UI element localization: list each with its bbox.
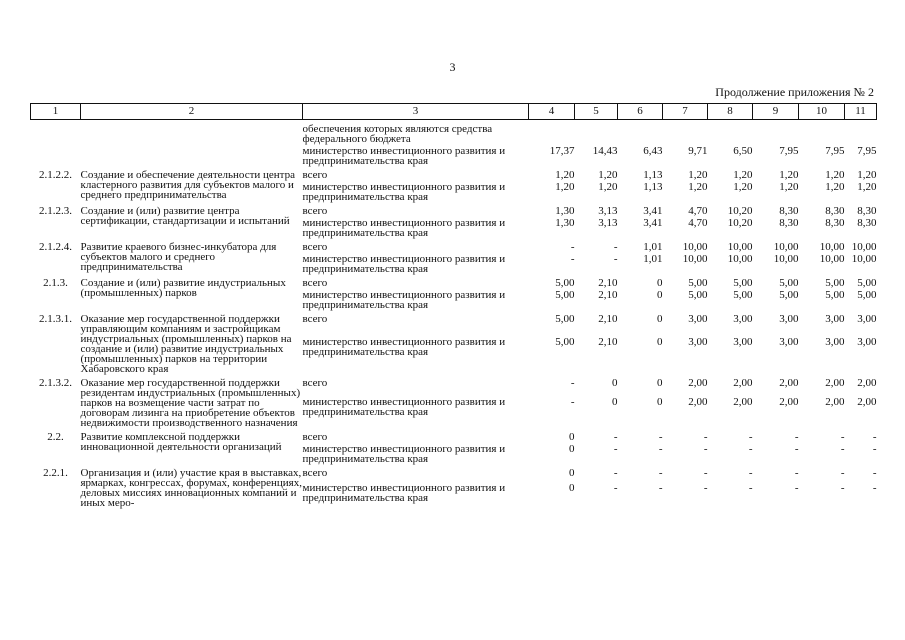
value-cell: - [794, 482, 799, 495]
table-row [31, 310, 877, 335]
value-cell: 3,00 [733, 313, 753, 325]
value-cell: - [570, 396, 575, 408]
row-name: Создание и обеспечение деятельности центра кластерного развития для субъектов малого и среднего предпринимательства [80, 169, 296, 201]
row-name: Оказание мер государственной поддержки резидентам индустриальных (промышленных) парков на возмещение части затрат по договорам лизинга на приобретение объектов недвижимости производственного назначения [80, 377, 301, 429]
value-cell: 0 [657, 335, 663, 348]
table-row [31, 274, 877, 288]
value-cell: 10,00 [819, 241, 845, 253]
value-cell: 1,13 [643, 181, 663, 193]
value-cell [529, 120, 575, 145]
value-cell: - [703, 482, 708, 495]
value-cell: 6,50 [733, 145, 753, 157]
value-cell: - [872, 443, 877, 455]
value-cell: 8,30 [779, 205, 799, 217]
value-cell: - [840, 482, 845, 495]
value-cell: 1,20 [688, 181, 708, 193]
table-row [31, 166, 877, 180]
value-cell: 0 [657, 396, 663, 408]
funding-source: всего [302, 431, 328, 443]
value-cell: 3,13 [598, 217, 618, 229]
table-row [31, 374, 877, 395]
funding-source: всего [302, 241, 328, 253]
value-cell: 2,00 [779, 396, 799, 408]
value-cell: 8,30 [779, 217, 799, 229]
row-name: Развитие краевого бизнес-инкубатора для субъектов малого и среднего предпринимательства [80, 241, 277, 273]
value-cell: 1,20 [555, 181, 575, 193]
continuation-label: Продолжение приложения № 2 [715, 85, 874, 99]
row-name: Развитие комплексной поддержки инновационной деятельности организаций [80, 431, 282, 453]
value-cell: 2,10 [598, 313, 618, 325]
value-cell: 1,20 [733, 181, 753, 193]
value-cell: 10,00 [727, 241, 753, 253]
value-cell: 8,30 [857, 217, 877, 229]
value-cell: 4,70 [688, 217, 708, 229]
value-cell: - [703, 467, 708, 479]
value-cell: - [748, 467, 753, 479]
value-cell: 0 [657, 377, 663, 389]
value-cell: 5,00 [825, 289, 845, 301]
column-header: 11 [845, 104, 877, 120]
funding-source: всего [302, 467, 328, 479]
row-code: 2.2.1. [43, 467, 68, 479]
value-cell: 5,00 [857, 289, 877, 301]
funding-source: министерство инвестиционного развития и предпринимательства края [302, 443, 506, 465]
value-cell: 10,00 [819, 253, 845, 265]
table-row [31, 202, 877, 216]
value-cell: - [613, 431, 618, 443]
row-name: Оказание мер государственной поддержки управляющим компаниям и застройщикам индустриальных (промышленных) парков на создание и (или) развитие индустриальных (промышленных) парков на территории Хабаровского края [80, 313, 292, 375]
value-cell: 1,20 [598, 169, 618, 181]
value-cell: 3,00 [779, 335, 799, 348]
value-cell: - [613, 467, 618, 479]
page-number: 3 [449, 60, 456, 74]
value-cell: 5,00 [779, 289, 799, 301]
value-cell: 5,00 [825, 277, 845, 289]
value-cell: - [872, 467, 877, 479]
value-cell: 3,00 [688, 335, 708, 348]
value-cell: 0 [657, 277, 663, 289]
value-cell: 5,00 [555, 335, 575, 348]
table-row [31, 238, 877, 252]
row-code: 2.1.3.2. [39, 377, 72, 389]
value-cell [708, 120, 753, 145]
value-cell: - [840, 467, 845, 479]
value-cell: - [872, 431, 877, 443]
value-cell: 5,00 [688, 289, 708, 301]
table-row [31, 428, 877, 442]
value-cell: 5,00 [555, 277, 575, 289]
row-code: 2.1.2.3. [39, 205, 72, 217]
value-cell: 2,00 [857, 396, 877, 408]
value-cell: 10,00 [773, 241, 799, 253]
value-cell: - [570, 253, 575, 265]
value-cell: 2,00 [688, 377, 708, 389]
value-cell: - [658, 482, 663, 495]
row-name: Создание и (или) развитие индустриальных (промышленных) парков [80, 277, 286, 299]
value-cell: 10,00 [682, 241, 708, 253]
value-cell: 6,43 [643, 145, 663, 157]
value-cell: - [748, 482, 753, 495]
value-cell: 3,41 [643, 217, 663, 229]
value-cell: 1,01 [643, 241, 663, 253]
value-cell: 2,00 [779, 377, 799, 389]
value-cell: 10,00 [851, 253, 877, 265]
value-cell: 14,43 [592, 145, 618, 157]
value-cell: 0 [569, 482, 575, 495]
column-header: 2 [81, 104, 303, 120]
value-cell: - [840, 443, 845, 455]
row-name: Организация и (или) участие края в выставках, ярмарках, конгрессах, форумах, конференциях, деловых миссиях инновационных компаний и иных меро- [80, 467, 302, 509]
value-cell: 2,10 [598, 335, 618, 348]
value-cell: 7,95 [857, 145, 877, 157]
column-header: 8 [708, 104, 753, 120]
row-code [31, 144, 81, 166]
value-cell: 10,00 [682, 253, 708, 265]
value-cell: 0 [612, 377, 618, 389]
value-cell: 2,00 [857, 377, 877, 389]
value-cell: - [872, 482, 877, 495]
value-cell [753, 120, 799, 145]
value-cell: 5,00 [733, 277, 753, 289]
value-cell: 7,95 [825, 145, 845, 157]
value-cell [575, 120, 618, 145]
value-cell: 3,00 [825, 335, 845, 348]
value-cell: 3,00 [733, 335, 753, 348]
value-cell: 3,13 [598, 205, 618, 217]
table-row [31, 464, 877, 481]
funding-source: всего [302, 205, 328, 217]
column-header: 6 [618, 104, 663, 120]
value-cell: 8,30 [825, 205, 845, 217]
value-cell: 8,30 [825, 217, 845, 229]
value-cell: - [703, 443, 708, 455]
value-cell: 0 [569, 431, 575, 443]
value-cell: - [748, 431, 753, 443]
value-cell: - [658, 467, 663, 479]
value-cell: 10,20 [727, 217, 753, 229]
value-cell: 2,00 [688, 396, 708, 408]
value-cell: 1,20 [825, 169, 845, 181]
row-code: 2.1.2.2. [39, 169, 72, 181]
column-header: 4 [529, 104, 575, 120]
row-code: 2.1.3. [43, 277, 68, 289]
value-cell: 1,20 [688, 169, 708, 181]
value-cell: 7,95 [779, 145, 799, 157]
row-code: 2.1.2.4. [39, 241, 72, 253]
value-cell: 2,10 [598, 289, 618, 301]
value-cell: 1,20 [598, 181, 618, 193]
value-cell: - [703, 431, 708, 443]
value-cell: - [613, 443, 618, 455]
value-cell: 0 [657, 313, 663, 325]
value-cell: - [613, 241, 618, 253]
value-cell: - [613, 253, 618, 265]
funding-source: обеспечения которых являются средства федерального бюджета [302, 123, 493, 145]
value-cell: - [613, 482, 618, 495]
value-cell: - [658, 443, 663, 455]
column-header: 7 [663, 104, 708, 120]
value-cell: 2,00 [733, 396, 753, 408]
value-cell: 10,00 [727, 253, 753, 265]
funding-source: министерство инвестиционного развития и предпринимательства края [302, 253, 506, 275]
funding-source: всего [302, 277, 328, 289]
value-cell: 5,00 [688, 277, 708, 289]
table-row [31, 120, 877, 145]
value-cell: 3,00 [857, 335, 877, 348]
value-cell: 8,30 [857, 205, 877, 217]
value-cell: 0 [569, 443, 575, 455]
value-cell: - [570, 377, 575, 389]
funding-source: министерство инвестиционного развития и предпринимательства края [302, 396, 506, 418]
value-cell: 0 [657, 289, 663, 301]
value-cell [799, 120, 845, 145]
value-cell: 3,00 [779, 313, 799, 325]
row-name [81, 120, 303, 145]
row-code: 2.1.3.1. [39, 313, 72, 325]
value-cell: 5,00 [733, 289, 753, 301]
value-cell: 0 [612, 396, 618, 408]
value-cell: 17,37 [549, 145, 575, 157]
value-cell: 1,20 [733, 169, 753, 181]
value-cell: 2,00 [733, 377, 753, 389]
column-header: 10 [799, 104, 845, 120]
value-cell: 1,30 [555, 217, 575, 229]
row-code [31, 120, 81, 145]
budget-table [30, 103, 877, 508]
value-cell: 1,20 [779, 169, 799, 181]
value-cell: 4,70 [688, 205, 708, 217]
column-header: 3 [303, 104, 529, 120]
value-cell: 1,01 [643, 253, 663, 265]
value-cell: - [794, 443, 799, 455]
value-cell: 2,10 [598, 277, 618, 289]
value-cell: 5,00 [555, 313, 575, 325]
value-cell: 0 [569, 467, 575, 479]
value-cell: 5,00 [857, 277, 877, 289]
funding-source: министерство инвестиционного развития и предпринимательства края [302, 217, 506, 239]
row-code: 2.2. [47, 431, 64, 443]
value-cell: 9,71 [688, 145, 708, 157]
funding-source: всего [302, 377, 328, 389]
funding-source: министерство инвестиционного развития и предпринимательства края [302, 482, 506, 505]
value-cell: 3,00 [688, 313, 708, 325]
value-cell: 3,41 [643, 205, 663, 217]
column-header: 9 [753, 104, 799, 120]
value-cell: 1,20 [779, 181, 799, 193]
row-name [81, 144, 303, 166]
value-cell: 1,20 [857, 181, 877, 193]
funding-source: всего [302, 313, 328, 325]
value-cell: - [748, 443, 753, 455]
header-row [31, 104, 877, 120]
value-cell: 5,00 [779, 277, 799, 289]
value-cell: 1,20 [555, 169, 575, 181]
value-cell [618, 120, 663, 145]
value-cell: - [794, 431, 799, 443]
value-cell: 10,20 [727, 205, 753, 217]
value-cell: 3,00 [825, 313, 845, 325]
funding-source: министерство инвестиционного развития и предпринимательства края [302, 145, 506, 167]
value-cell: 5,00 [555, 289, 575, 301]
value-cell: - [794, 467, 799, 479]
funding-source: министерство инвестиционного развития и предпринимательства края [302, 181, 506, 203]
value-cell: 10,00 [773, 253, 799, 265]
value-cell: - [658, 431, 663, 443]
value-cell: 1,20 [857, 169, 877, 181]
value-cell: - [570, 241, 575, 253]
value-cell: 2,00 [825, 377, 845, 389]
table-row [31, 144, 877, 166]
column-header: 1 [31, 104, 81, 120]
funding-source: министерство инвестиционного развития и предпринимательства края [302, 289, 506, 311]
value-cell: 1,20 [825, 181, 845, 193]
row-name: Создание и (или) развитие центра сертификации, стандартизации и испытаний [80, 205, 290, 227]
column-header: 5 [575, 104, 618, 120]
funding-source: министерство инвестиционного развития и предпринимательства края [302, 335, 506, 358]
funding-source: всего [302, 169, 328, 181]
value-cell: - [840, 431, 845, 443]
value-cell: 1,13 [643, 169, 663, 181]
value-cell: 3,00 [857, 313, 877, 325]
value-cell: 1,30 [555, 205, 575, 217]
value-cell: 10,00 [851, 241, 877, 253]
value-cell [845, 120, 877, 145]
table-body [31, 120, 877, 509]
value-cell: 2,00 [825, 396, 845, 408]
value-cell [663, 120, 708, 145]
